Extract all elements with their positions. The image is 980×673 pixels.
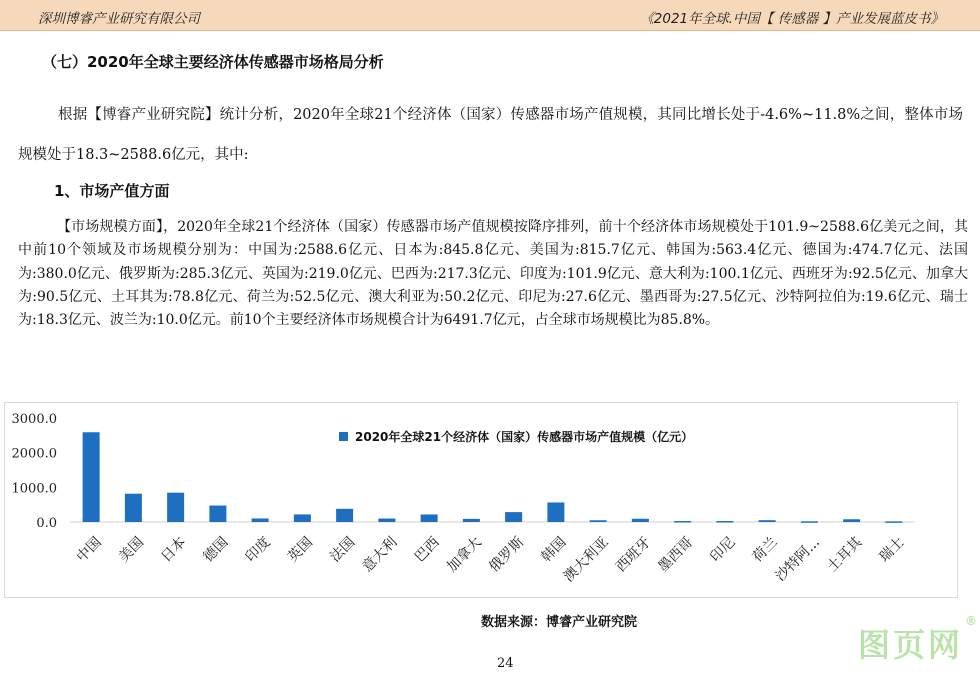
- section-title: （七）2020年全球主要经济体传感器市场格局分析: [42, 53, 384, 71]
- chart-legend: [339, 428, 693, 445]
- data-source: 数据来源：博睿产业研究院: [481, 615, 638, 630]
- bar: [632, 519, 649, 522]
- bar: [421, 514, 438, 522]
- x-tick-label: 俄罗斯: [486, 534, 528, 576]
- x-tick-label: 法国: [327, 534, 359, 566]
- x-tick-label: 德国: [200, 534, 232, 566]
- bar: [843, 519, 860, 522]
- y-tick-label: 1000.0: [11, 481, 57, 497]
- bar: [209, 506, 226, 522]
- y-tick-label: 2000.0: [11, 446, 57, 462]
- bar: [716, 521, 733, 523]
- x-tick-label: 荷兰: [749, 534, 781, 566]
- intro-paragraph: 根据【博睿产业研究院】统计分析，2020年全球21个经济体（国家）传感器市场产值规模，其同比增长处于-4.6%~11.8%之间，整体市场规模处于18.3~2588.6亿元，其中:: [18, 107, 963, 163]
- bar: [125, 494, 142, 522]
- bar: [547, 502, 564, 522]
- x-tick-label: 印度: [242, 534, 274, 566]
- x-tick-label: 意大利: [359, 534, 401, 576]
- watermark-text: 图页网: [858, 626, 964, 664]
- x-tick-label: 澳大利亚: [560, 534, 612, 586]
- x-tick-label: 瑞士: [876, 534, 908, 566]
- x-tick-label: 加拿大: [443, 534, 485, 576]
- x-tick-label: 印尼: [707, 534, 739, 566]
- bar: [674, 521, 691, 523]
- bar: [801, 521, 818, 523]
- header-company: 深圳博睿产业研究有限公司: [38, 11, 200, 27]
- bar: [83, 432, 100, 522]
- y-tick-label: 3000.0: [11, 412, 57, 427]
- x-tick-label: 巴西: [411, 534, 443, 566]
- watermark-logo: [858, 614, 978, 666]
- x-tick-label: 英国: [284, 534, 316, 566]
- bar: [252, 518, 269, 522]
- bar: [336, 509, 353, 522]
- subsection-title: 1、市场产值方面: [54, 182, 170, 200]
- legend-label: 2020年全球21个经济体（国家）传感器市场产值规模（亿元）: [355, 430, 694, 444]
- bar: [759, 520, 776, 522]
- x-tick-label: 墨西哥: [655, 534, 697, 576]
- bar: [294, 514, 311, 522]
- y-tick-label: 0.0: [36, 516, 57, 531]
- header-report-title: 《2021年全球.中国【 传感器 】产业发展蓝皮书》: [640, 11, 944, 27]
- registered-mark: ®: [965, 614, 978, 628]
- x-tick-label: 美国: [115, 534, 147, 566]
- page-number: 24: [497, 656, 514, 671]
- bar: [378, 519, 395, 522]
- market-scale-paragraph: 【市场规模方面】，2020年全球21个经济体（国家）传感器市场产值规模按降序排列，前十个经济体市场规模处于101.9~2588.6亿美元之间，其中前10个领域及市场规模分别为：中国为:2588.6亿元、日本为:845.8亿元、美国为:815.7亿元、韩国为:563.4亿元、德国为:474.7亿元、法国为:380.0亿元、俄罗斯为:285.3亿元、英国为:219.0亿元、巴西为:217.3亿元、印度为:101.9亿元、意大利为:100.1亿元、西班牙为:92.5亿元、加拿大为:90.5亿元、土耳其为:78.8亿元、荷兰为:52.5亿元、澳大利亚为:50.2亿元、印尼为:27.6亿元、墨西哥为:27.5亿元、沙特阿拉伯为:19.6亿元、瑞士为:18.3亿元、波兰为:10.0亿元。前10个主要经济体市场规模合计为6491.7亿元，占全球市场规模比为85.8%。: [18, 219, 968, 329]
- bar: [590, 520, 607, 522]
- x-tick-label: 西班牙: [612, 534, 654, 576]
- x-tick-label: 沙特阿...: [772, 534, 823, 585]
- x-tick-label: 土耳其: [824, 534, 866, 576]
- bar: [885, 521, 902, 523]
- bar: [505, 512, 522, 522]
- x-tick-label: 日本: [158, 534, 190, 566]
- x-tick-label: 韩国: [538, 534, 570, 566]
- bar: [463, 519, 480, 522]
- bar: [167, 493, 184, 522]
- x-tick-label: 中国: [73, 534, 105, 566]
- legend-swatch: [339, 432, 348, 441]
